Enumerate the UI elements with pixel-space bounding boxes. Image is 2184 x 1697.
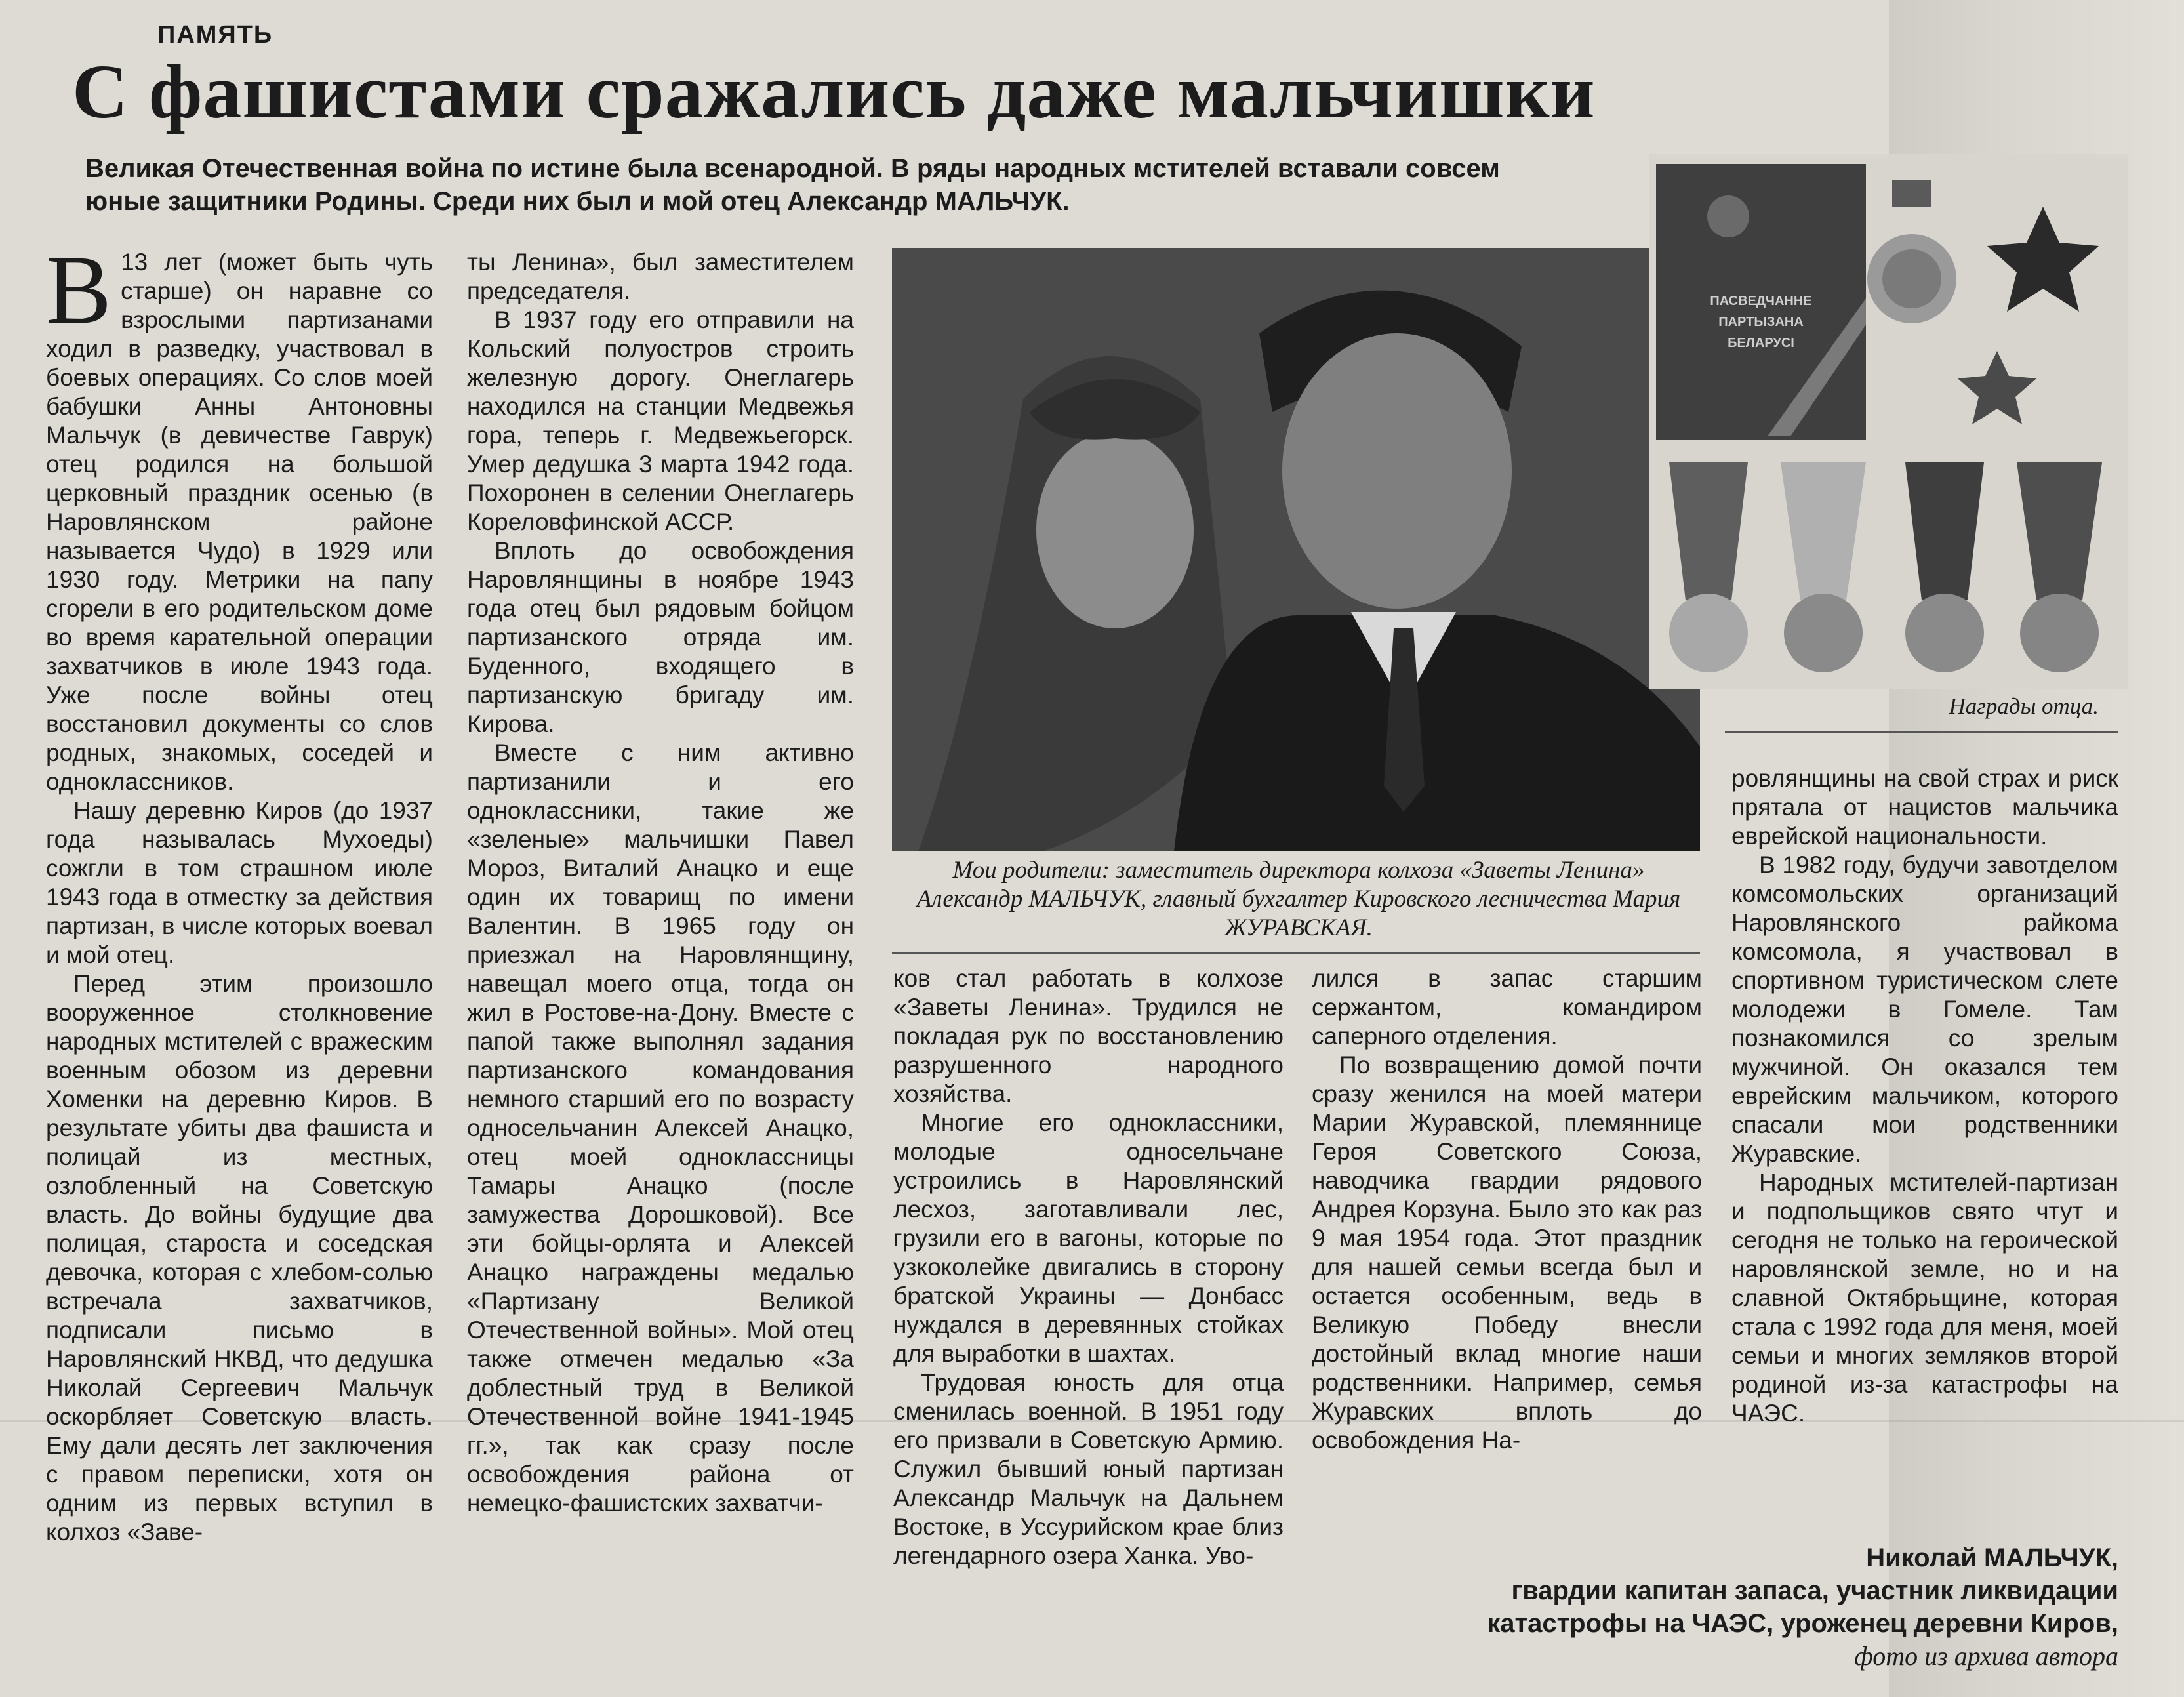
author-title-line-1: гвардии капитан запаса, участник ликвидации <box>1511 1576 2118 1605</box>
booklet-text: ПАСВЕДЧАННЕ <box>1710 294 1812 308</box>
paragraph: Перед этим произошло вооруженное столкновение народных мстителей с вражеским военным обозом из деревни Хоменки на деревню Киров. В результате убиты два фашиста и полицай из местных, озлобленный на Советскую власть. До войны будущие два полицая, староста и соседская девочка, которая с хлебом-солью встречала захватчиков, подписали письмо в Наровлянский НКВД, что дедушка Николай Сергеевич Мальчук оскорбляет Советскую власть. Ему дали десять лет заключения с правом переписки, хотя он одним из первых вступил в колхоз «Заве- <box>46 970 433 1545</box>
paragraph: Вплоть до освобождения Наровлянщины в ноябре 1943 года отец был рядовым бойцом партизанского отряда им. Буденного, входящего в партизанскую бригаду им. Кирова. <box>467 537 854 737</box>
article-column-3 <box>893 964 1284 1570</box>
author-signature <box>1331 1542 2118 1673</box>
paragraph: Нашу деревню Киров (до 1937 года называлась Мухоеды) сожгли в том страшном июле 1943 года в отместку за действия партизан, в числе которых воевал и мой отец. <box>46 797 433 968</box>
awards-photo <box>1649 154 2128 689</box>
author-name: Николай МАЛЬЧУК, <box>1866 1544 2118 1572</box>
rubric: ПАМЯТЬ <box>157 21 273 49</box>
paragraph: ков стал работать в колхозе «Заветы Ленина». Трудился не покладая рук по восстановлению разрушенного народного хозяйства. <box>893 965 1284 1107</box>
paragraph: ровлянщины на свой страх и риск прятала от нацистов мальчика еврейской национальности. <box>1731 765 2118 849</box>
article-column-1 <box>46 235 433 1547</box>
paragraph: Народных мстителей-партизан и подпольщиков свято чтут и сегодня не только на героической наровлянской земле, но и на славной Октябрьщине, которая стала с 1992 года для меня, моей семьи и многих земляков второй родиной из-за катастрофы на ЧАЭС. <box>1731 1169 2118 1427</box>
photo-caption: Мои родители: заместитель директора колхоза «Заветы Ленина» Александр МАЛЬЧУК, главный бухгалтер Кировского лесничества Мария ЖУРАВСКАЯ. <box>916 857 1681 941</box>
paragraph: Вместе с ним активно партизанили и его одноклассники, такие же «зеленые» мальчишки Павел Мороз, Виталий Анацко и еще один их товарищ по имени Валентин. В 1965 году он приезжал на Наровлянщину, навещал моего отца, тогда он жил в Ростове-на-Дону. Вместе с папой также выполнял задания партизанского командования немного старший его по возрасту односельчанин Алексей Анацко, отец моей одноклассницы Тамары Анацко (после замужества Дорошковой). Все эти бойцы-орлята и Алексей Анацко награждены медалью «Партизану Великой Отечественной войны». Мой отец также отмечен медалью «За доблестный труд в Великой Отечественной войне 1941-1945 гг.», так как сразу после освобождения района от немецко-фашистских захватчи- <box>467 739 854 1517</box>
author-title-line-2: катастрофы на ЧАЭС, уроженец деревни Киров, <box>1487 1609 2118 1638</box>
lead-paragraph: Великая Отечественная война по истине была всенародной. В ряды народных мстителей вставали совсем юные защитники Родины. Среди них был и мой отец Александр МАЛЬЧУК. <box>85 154 1500 216</box>
article-column-5 <box>1731 764 2118 1428</box>
awards-rule <box>1725 731 2118 733</box>
article-column-4 <box>1312 964 1702 1455</box>
paragraph: В 1937 году его отправили на Кольский полуостров строить железную дорогу. Онеглагерь находился на станции Медвежья гора, теперь г. Медвежьегорск. Умер дедушка 3 марта 1942 года. Похоронен в селении Онеглагерь Кореловфинской АССР. <box>467 306 854 535</box>
paragraph: 13 лет (может быть чуть старше) он наравне со взрослыми партизанами ходил в разведку, участвовал в боевых операциях. Со слов моей бабушки Анны Антоновны Мальчук (в девичестве Гаврук) отец родился на большой церковный праздник осенью (в Наровлянском районе называется Чудо) в 1929 или 1930 году. Метрики на папу сгорели в его родительском доме во время карательной операции захватчиков в июле 1943 года. Уже после войны отец восстановил документы со слов родных, знакомых, соседей и одноклассников. <box>46 249 433 795</box>
headline: С фашистами сражались даже мальчишки <box>72 49 1596 134</box>
article-column-2 <box>467 248 854 1518</box>
paragraph: Трудовая юность для отца сменилась военной. В 1951 году его призвали в Советскую Армию. Служил бывший юный партизан Александр Мальчук на Дальнем Востоке, в Уссурийском крае близ легендарного озера Ханка. Уво- <box>893 1369 1284 1569</box>
parents-photo-illustration <box>892 248 1700 851</box>
paragraph: ты Ленина», был заместителем председателя. <box>467 249 854 304</box>
parents-photo <box>892 248 1700 851</box>
paragraph: Многие его одноклассники, молодые односельчане устроились в Наровлянский лесхоз, заготавливали лес, грузили его в вагоны, которые по узкоколейке двигались в сторону братской Украины — Донбасс нуждался в деревянных стойках для выработки в шахтах. <box>893 1109 1284 1367</box>
svg-text:ПАРТЫЗАНА: ПАРТЫЗАНА <box>1718 315 1804 329</box>
photo-credit: фото из архива автора <box>1854 1641 2118 1671</box>
caption-rule <box>892 952 1700 954</box>
paragraph: лился в запас старшим сержантом, командиром саперного отделения. <box>1312 965 1702 1050</box>
awards-illustration <box>1649 154 2128 689</box>
svg-text:БЕЛАРУСІ: БЕЛАРУСІ <box>1728 336 1794 350</box>
drop-cap: В <box>46 235 112 344</box>
awards-caption: Награды отца. <box>1949 693 2099 719</box>
paragraph: По возвращению домой почти сразу женился на моей матери Марии Журавской, племяннице Героя Советского Союза, наводчика гвардии рядового Андрея Корзуна. Было это как раз 9 мая 1954 года. Этот праздник для нашей семьи всегда был и остается особенным, ведь в Великую Победу внесли достойный вклад многие наши родственники. Например, семья Журавских вплоть до освобождения На- <box>1312 1052 1702 1454</box>
paragraph: В 1982 году, будучи завотделом комсомольских организаций Наровлянского райкома комсомола, я участвовал в спортивном туристическом слете молодежи в Гомеле. Там познакомился со зрелым мужчиной. Он оказался тем еврейским мальчиком, которого спасали мои родственники Журавские. <box>1731 851 2118 1167</box>
